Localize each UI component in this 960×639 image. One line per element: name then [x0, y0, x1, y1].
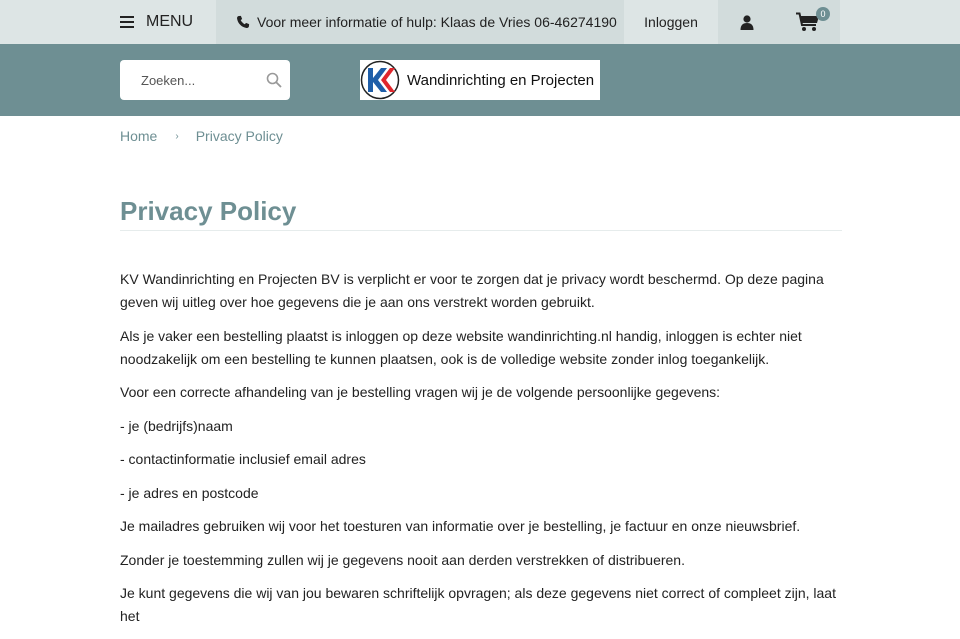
breadcrumb-separator: ›: [175, 130, 179, 142]
site-header: [0, 44, 960, 116]
page-content: [120, 268, 850, 639]
paragraph: Zonder je toestemming zullen wij je gegevens nooit aan derden verstrekken of distribueren.: [120, 551, 685, 568]
user-icon: [740, 15, 754, 30]
menu-label: MENU: [146, 13, 194, 30]
contact-info: [216, 0, 624, 44]
phone-icon: [236, 15, 250, 29]
menu-button[interactable]: [120, 0, 193, 44]
cart-button[interactable]: [776, 0, 840, 44]
paragraph: KV Wandinrichting en Projecten BV is verplicht er voor te zorgen dat je privacy wordt beschermd. Op deze pagina geven wij uitleg over hoe gegevens die je aan ons verstrekt worden gebruikt.: [120, 271, 824, 310]
cart-count-badge: 0: [816, 7, 830, 21]
list-item: - je adres en postcode: [120, 484, 259, 501]
paragraph: Als je vaker een bestelling plaatst is inloggen op deze website wandinrichting.nl handig, inloggen is echter niet noodzakelijk om een bestelling te kunnen plaatsen, ook is de volledige website zonder inlog toegankelijk.: [120, 327, 802, 367]
page-title: Privacy Policy: [120, 196, 297, 226]
contact-info-text: Voor meer informatie of hulp: Klaas de Vries 06-46274190: [257, 14, 617, 30]
logo-mark-icon: [360, 60, 400, 100]
title-divider: [120, 230, 842, 231]
search-icon[interactable]: [266, 72, 282, 88]
search-box: [120, 60, 290, 100]
hamburger-icon: [120, 13, 134, 31]
breadcrumb-home[interactable]: Home: [120, 128, 158, 144]
list-item: - je (bedrijfs)naam: [120, 417, 233, 434]
breadcrumb: [120, 128, 283, 144]
paragraph: Voor een correcte afhandeling van je bestelling vragen wij je de volgende persoonlijke gegevens:: [120, 384, 721, 400]
breadcrumb-current[interactable]: Privacy Policy: [195, 128, 283, 144]
top-bar: [0, 0, 960, 44]
account-button[interactable]: [718, 0, 776, 44]
site-logo[interactable]: [360, 60, 600, 100]
paragraph: Je kunt gegevens die wij van jou bewaren schriftelijk opvragen; als deze gegevens niet correct of compleet zijn, laat het: [120, 585, 836, 624]
search-input[interactable]: [141, 73, 261, 88]
logo-text: Wandinrichting en Projecten: [407, 71, 595, 89]
paragraph: Je mailadres gebruiken wij voor het toesturen van informatie over je bestelling, je factuur en onze nieuwsbrief.: [120, 518, 801, 534]
list-item: - contactinformatie inclusief email adres: [120, 451, 366, 467]
login-link[interactable]: Inloggen: [644, 14, 698, 30]
